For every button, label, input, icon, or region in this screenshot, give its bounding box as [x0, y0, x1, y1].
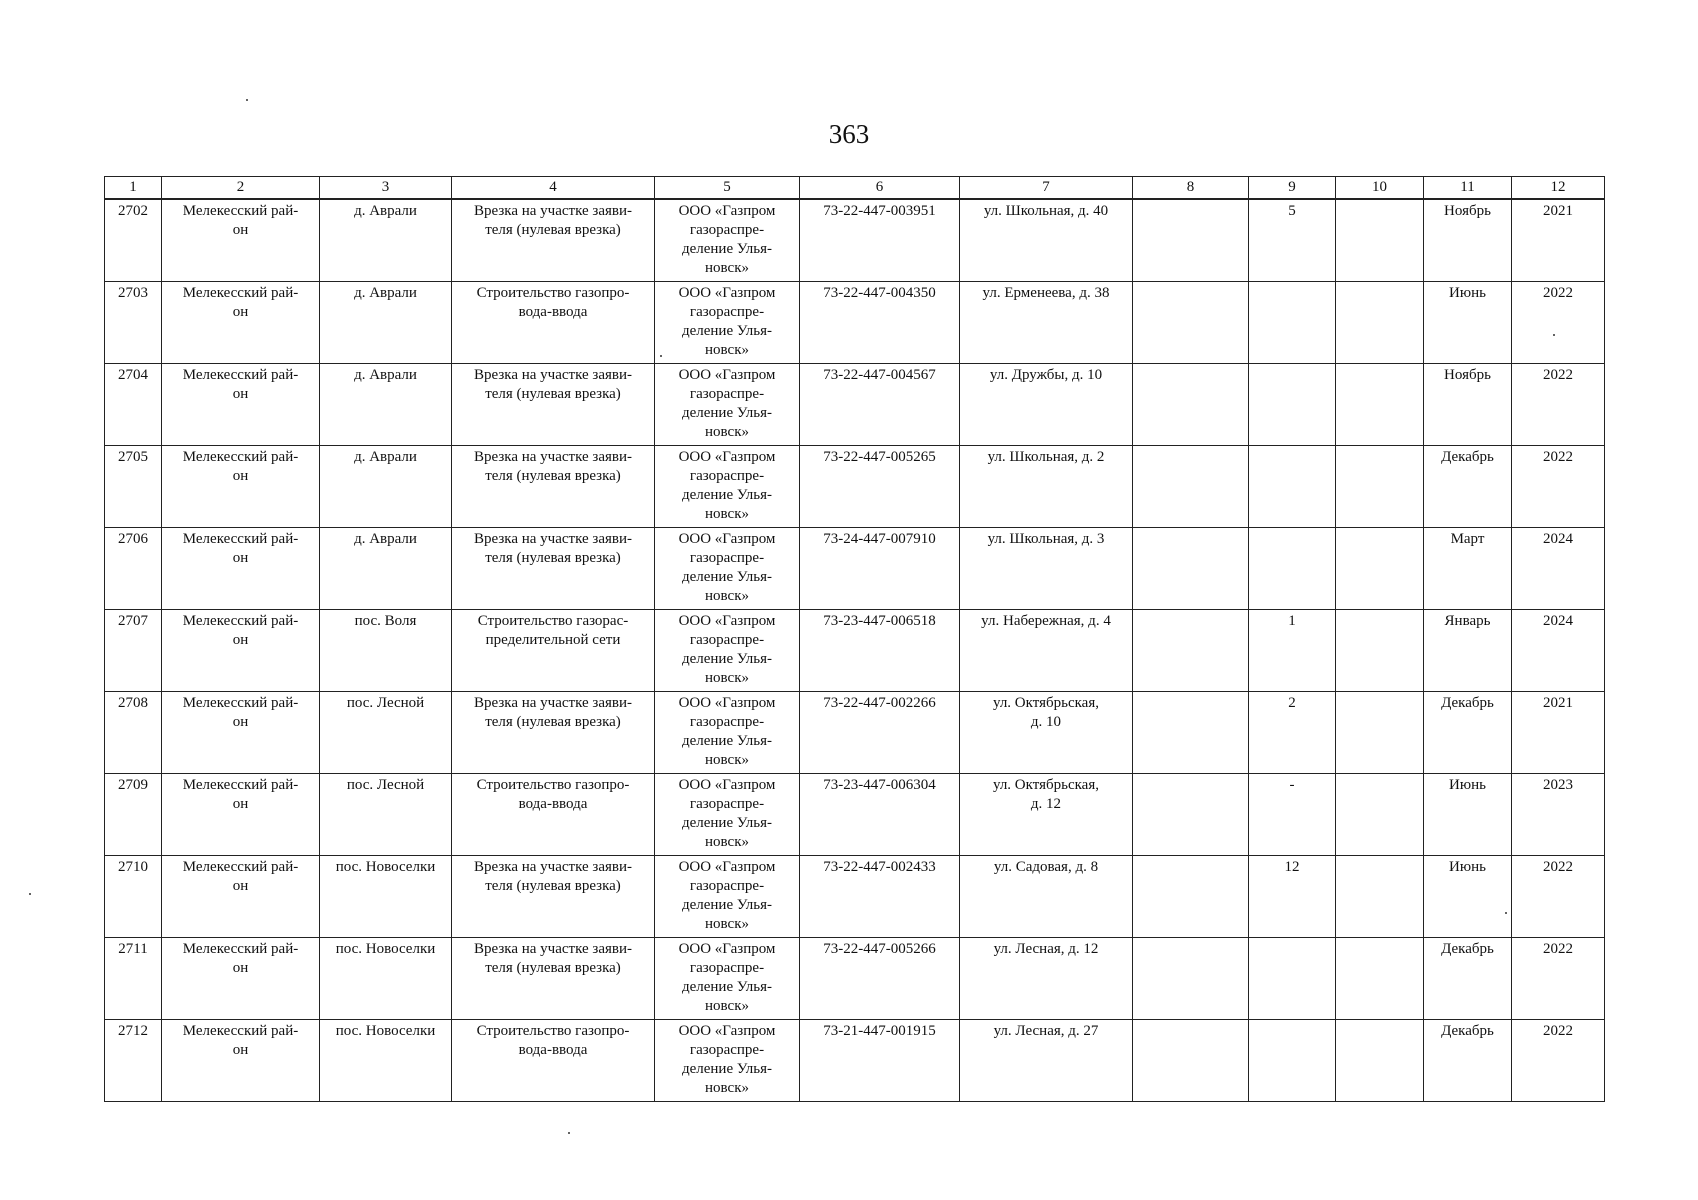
- cell-district: Мелекесский рай- он: [162, 363, 320, 445]
- cell-work-type: Врезка на участке заяви- теля (нулевая врезка): [452, 691, 655, 773]
- cell-address: ул. Ерменеева, д. 38: [960, 281, 1133, 363]
- cell-settlement: пос. Воля: [320, 609, 452, 691]
- cell-application-id: 73-23-447-006518: [800, 609, 960, 691]
- scan-speck: [29, 893, 31, 895]
- scan-speck: [1553, 334, 1555, 336]
- cell-district: Мелекесский рай- он: [162, 691, 320, 773]
- cell-col-10: [1336, 363, 1424, 445]
- cell-district: Мелекесский рай- он: [162, 937, 320, 1019]
- cell-row-number: 2709: [105, 773, 162, 855]
- cell-district: Мелекесский рай- он: [162, 281, 320, 363]
- cell-col-8: [1133, 937, 1249, 1019]
- cell-col-9: [1249, 527, 1336, 609]
- cell-organization: ООО «Газпром газораспре- деление Улья- новск»: [655, 1019, 800, 1101]
- page-number: 363: [828, 119, 870, 149]
- cell-settlement: пос. Лесной: [320, 773, 452, 855]
- column-header-2: 2: [162, 177, 320, 200]
- cell-month: Март: [1424, 527, 1512, 609]
- cell-settlement: пос. Новоселки: [320, 855, 452, 937]
- cell-col-10: [1336, 1019, 1424, 1101]
- table-row: [105, 773, 1605, 855]
- cell-col-9: 5: [1249, 199, 1336, 281]
- cell-address: ул. Октябрьская, д. 12: [960, 773, 1133, 855]
- cell-settlement: пос. Новоселки: [320, 1019, 452, 1101]
- cell-row-number: 2710: [105, 855, 162, 937]
- cell-col-10: [1336, 937, 1424, 1019]
- cell-work-type: Врезка на участке заяви- теля (нулевая врезка): [452, 527, 655, 609]
- cell-month: Декабрь: [1424, 445, 1512, 527]
- cell-organization: ООО «Газпром газораспре- деление Улья- новск»: [655, 527, 800, 609]
- cell-month: Декабрь: [1424, 691, 1512, 773]
- cell-col-8: [1133, 281, 1249, 363]
- table-row: [105, 363, 1605, 445]
- cell-year: 2023: [1512, 773, 1605, 855]
- cell-work-type: Врезка на участке заяви- теля (нулевая врезка): [452, 199, 655, 281]
- cell-organization: ООО «Газпром газораспре- деление Улья- новск»: [655, 855, 800, 937]
- table-row: [105, 691, 1605, 773]
- cell-application-id: 73-23-447-006304: [800, 773, 960, 855]
- cell-col-8: [1133, 527, 1249, 609]
- cell-district: Мелекесский рай- он: [162, 445, 320, 527]
- cell-settlement: пос. Лесной: [320, 691, 452, 773]
- cell-settlement: д. Аврали: [320, 363, 452, 445]
- column-header-4: 4: [452, 177, 655, 200]
- scan-speck: [246, 99, 248, 101]
- cell-col-8: [1133, 199, 1249, 281]
- cell-district: Мелекесский рай- он: [162, 527, 320, 609]
- column-header-10: 10: [1336, 177, 1424, 200]
- cell-application-id: 73-22-447-005265: [800, 445, 960, 527]
- cell-work-type: Врезка на участке заяви- теля (нулевая врезка): [452, 855, 655, 937]
- cell-row-number: 2702: [105, 199, 162, 281]
- cell-col-8: [1133, 609, 1249, 691]
- cell-year: 2022: [1512, 363, 1605, 445]
- cell-address: ул. Школьная, д. 3: [960, 527, 1133, 609]
- data-table: [104, 176, 1605, 1102]
- cell-settlement: д. Аврали: [320, 199, 452, 281]
- cell-col-10: [1336, 691, 1424, 773]
- cell-col-9: 2: [1249, 691, 1336, 773]
- cell-organization: ООО «Газпром газораспре- деление Улья- новск»: [655, 363, 800, 445]
- cell-address: ул. Дружбы, д. 10: [960, 363, 1133, 445]
- header-row: [105, 177, 1605, 200]
- cell-col-9: [1249, 1019, 1336, 1101]
- column-header-1: 1: [105, 177, 162, 200]
- cell-year: 2024: [1512, 527, 1605, 609]
- cell-address: ул. Лесная, д. 12: [960, 937, 1133, 1019]
- cell-address: ул. Набережная, д. 4: [960, 609, 1133, 691]
- cell-col-9: 12: [1249, 855, 1336, 937]
- column-header-5: 5: [655, 177, 800, 200]
- cell-organization: ООО «Газпром газораспре- деление Улья- новск»: [655, 199, 800, 281]
- cell-address: ул. Школьная, д. 40: [960, 199, 1133, 281]
- cell-year: 2022: [1512, 445, 1605, 527]
- cell-work-type: Строительство газорас- пределительной сети: [452, 609, 655, 691]
- cell-district: Мелекесский рай- он: [162, 609, 320, 691]
- cell-col-10: [1336, 199, 1424, 281]
- table-row: [105, 855, 1605, 937]
- column-header-8: 8: [1133, 177, 1249, 200]
- column-header-7: 7: [960, 177, 1133, 200]
- table-row: [105, 937, 1605, 1019]
- cell-address: ул. Лесная, д. 27: [960, 1019, 1133, 1101]
- cell-year: 2024: [1512, 609, 1605, 691]
- cell-work-type: Строительство газопро- вода-ввода: [452, 281, 655, 363]
- cell-address: ул. Школьная, д. 2: [960, 445, 1133, 527]
- cell-year: 2022: [1512, 937, 1605, 1019]
- cell-col-10: [1336, 855, 1424, 937]
- cell-year: 2022: [1512, 281, 1605, 363]
- cell-work-type: Врезка на участке заяви- теля (нулевая врезка): [452, 937, 655, 1019]
- cell-address: ул. Садовая, д. 8: [960, 855, 1133, 937]
- column-header-12: 12: [1512, 177, 1605, 200]
- cell-organization: ООО «Газпром газораспре- деление Улья- новск»: [655, 937, 800, 1019]
- scan-speck: [1505, 912, 1507, 914]
- table-header: [105, 177, 1605, 200]
- cell-year: 2022: [1512, 855, 1605, 937]
- table-row: [105, 609, 1605, 691]
- cell-year: 2021: [1512, 199, 1605, 281]
- cell-col-10: [1336, 527, 1424, 609]
- column-header-6: 6: [800, 177, 960, 200]
- cell-col-9: -: [1249, 773, 1336, 855]
- cell-application-id: 73-22-447-002433: [800, 855, 960, 937]
- cell-settlement: д. Аврали: [320, 527, 452, 609]
- cell-row-number: 2703: [105, 281, 162, 363]
- cell-work-type: Строительство газопро- вода-ввода: [452, 1019, 655, 1101]
- cell-year: 2022: [1512, 1019, 1605, 1101]
- cell-col-10: [1336, 773, 1424, 855]
- cell-organization: ООО «Газпром газораспре- деление Улья- новск»: [655, 609, 800, 691]
- cell-month: Декабрь: [1424, 1019, 1512, 1101]
- cell-col-8: [1133, 855, 1249, 937]
- cell-application-id: 73-22-447-005266: [800, 937, 960, 1019]
- cell-organization: ООО «Газпром газораспре- деление Улья- новск»: [655, 691, 800, 773]
- cell-month: Январь: [1424, 609, 1512, 691]
- cell-work-type: Строительство газопро- вода-ввода: [452, 773, 655, 855]
- cell-col-8: [1133, 445, 1249, 527]
- cell-col-10: [1336, 445, 1424, 527]
- cell-work-type: Врезка на участке заяви- теля (нулевая врезка): [452, 445, 655, 527]
- cell-month: Июнь: [1424, 773, 1512, 855]
- cell-address: ул. Октябрьская, д. 10: [960, 691, 1133, 773]
- table-row: [105, 281, 1605, 363]
- table-row: [105, 1019, 1605, 1101]
- cell-col-9: [1249, 937, 1336, 1019]
- cell-row-number: 2711: [105, 937, 162, 1019]
- table-row: [105, 527, 1605, 609]
- cell-col-9: [1249, 281, 1336, 363]
- cell-col-8: [1133, 773, 1249, 855]
- cell-application-id: 73-22-447-002266: [800, 691, 960, 773]
- cell-month: Июнь: [1424, 281, 1512, 363]
- column-header-11: 11: [1424, 177, 1512, 200]
- cell-district: Мелекесский рай- он: [162, 1019, 320, 1101]
- cell-year: 2021: [1512, 691, 1605, 773]
- cell-organization: ООО «Газпром газораспре- деление Улья- новск»: [655, 773, 800, 855]
- cell-application-id: 73-24-447-007910: [800, 527, 960, 609]
- cell-row-number: 2705: [105, 445, 162, 527]
- cell-month: Июнь: [1424, 855, 1512, 937]
- cell-month: Декабрь: [1424, 937, 1512, 1019]
- table-row: [105, 199, 1605, 281]
- table-body: [105, 199, 1605, 1101]
- cell-settlement: д. Аврали: [320, 445, 452, 527]
- cell-row-number: 2704: [105, 363, 162, 445]
- cell-application-id: 73-22-447-004567: [800, 363, 960, 445]
- cell-col-8: [1133, 363, 1249, 445]
- cell-application-id: 73-22-447-003951: [800, 199, 960, 281]
- cell-col-9: [1249, 445, 1336, 527]
- cell-col-8: [1133, 691, 1249, 773]
- cell-col-8: [1133, 1019, 1249, 1101]
- cell-col-10: [1336, 281, 1424, 363]
- cell-row-number: 2708: [105, 691, 162, 773]
- cell-col-9: [1249, 363, 1336, 445]
- cell-organization: ООО «Газпром газораспре- деление Улья- новск»: [655, 281, 800, 363]
- column-header-9: 9: [1249, 177, 1336, 200]
- cell-district: Мелекесский рай- он: [162, 855, 320, 937]
- cell-work-type: Врезка на участке заяви- теля (нулевая врезка): [452, 363, 655, 445]
- cell-application-id: 73-21-447-001915: [800, 1019, 960, 1101]
- scan-speck: [568, 1132, 570, 1134]
- cell-col-9: 1: [1249, 609, 1336, 691]
- table-row: [105, 445, 1605, 527]
- cell-organization: ООО «Газпром газораспре- деление Улья- новск»: [655, 445, 800, 527]
- cell-district: Мелекесский рай- он: [162, 773, 320, 855]
- cell-settlement: д. Аврали: [320, 281, 452, 363]
- cell-col-10: [1336, 609, 1424, 691]
- cell-month: Ноябрь: [1424, 199, 1512, 281]
- cell-row-number: 2712: [105, 1019, 162, 1101]
- cell-row-number: 2707: [105, 609, 162, 691]
- cell-district: Мелекесский рай- он: [162, 199, 320, 281]
- cell-application-id: 73-22-447-004350: [800, 281, 960, 363]
- cell-month: Ноябрь: [1424, 363, 1512, 445]
- cell-row-number: 2706: [105, 527, 162, 609]
- cell-settlement: пос. Новоселки: [320, 937, 452, 1019]
- scan-speck: [660, 355, 662, 357]
- column-header-3: 3: [320, 177, 452, 200]
